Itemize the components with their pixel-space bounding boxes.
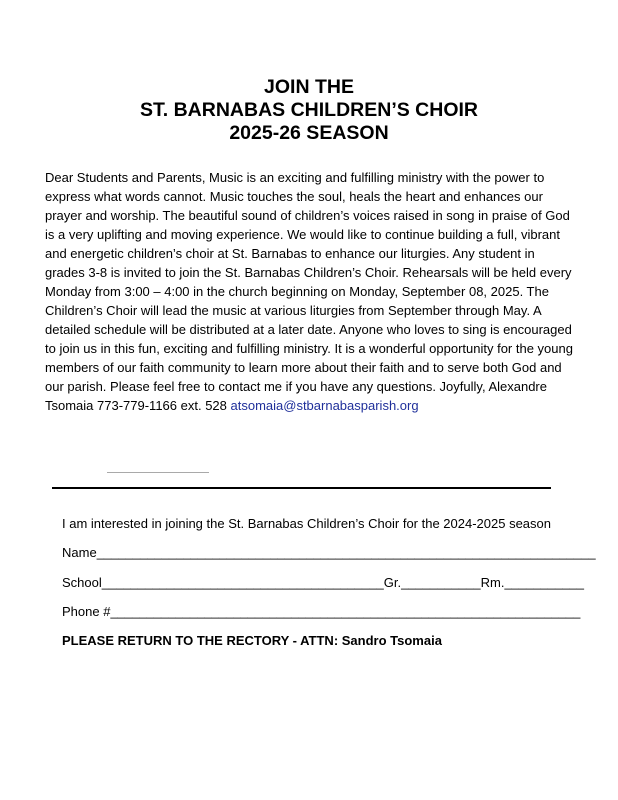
school-blank[interactable]: _______________________________________ [101,575,384,590]
name-label: Name [62,545,97,560]
phone-label: Phone # [62,604,111,619]
letter-body [45,168,581,415]
document-title [0,76,618,145]
school-label: School [62,575,102,590]
email-link[interactable]: atsomaia@stbarnabasparish.org [230,398,419,413]
phone-blank[interactable]: _________________________________________________________________ [110,604,581,619]
grade-label: Gr. [383,575,402,590]
phone-field[interactable] [62,604,580,620]
interest-statement: I am interested in joining the St. Barnabas Children’s Choir for the 2024-2025 season [62,516,551,531]
name-field[interactable] [62,545,596,561]
title-line-1: JOIN THE [264,76,354,98]
grade-blank[interactable]: ___________ [401,575,481,590]
room-blank[interactable]: ___________ [504,575,584,590]
cut-line-divider [52,487,551,489]
room-label: Rm. [480,575,505,590]
return-instructions: PLEASE RETURN TO THE RECTORY - ATTN: Sandro Tsomaia [62,633,442,648]
name-blank[interactable]: _____________________________________________________________________ [96,545,596,560]
letter-text: Dear Students and Parents, Music is an exciting and fulfilling ministry with the power to express what words cannot. Music touches the soul, heals the heart and enhances our prayer and worship. The beautiful sound of children’s voices raised in song in praise of God is a very uplifting and moving experience. We would like to continue building a full, vibrant and energetic children’s choir at St. Barnabas to enhance our liturgies. Any student in grades 3-8 is invited to join the St. Barnabas Children’s Choir. Rehearsals will be held every Monday from 3:00 – 4:00 in the church beginning on Monday, September 08, 2025. The Children’s Choir will lead the music at various liturgies from September through May. A detailed schedule will be distributed at a later date. Anyone who loves to sing is encouraged to join us in this fun, exciting and fulfilling ministry. It is a wonderful opportunity for the young members of our faith community to learn more about their faith and to serve both God and our parish. Please feel free to contact me if you have any questions. Joyfully, Alexandre Tsomaia 773-779-1166 ext. 528 [45,170,573,413]
title-line-3: 2025-26 SEASON [229,122,389,144]
title-line-2: ST. BARNABAS CHILDREN’S CHOIR [139,99,478,121]
short-divider [107,472,209,473]
school-row [62,575,584,591]
